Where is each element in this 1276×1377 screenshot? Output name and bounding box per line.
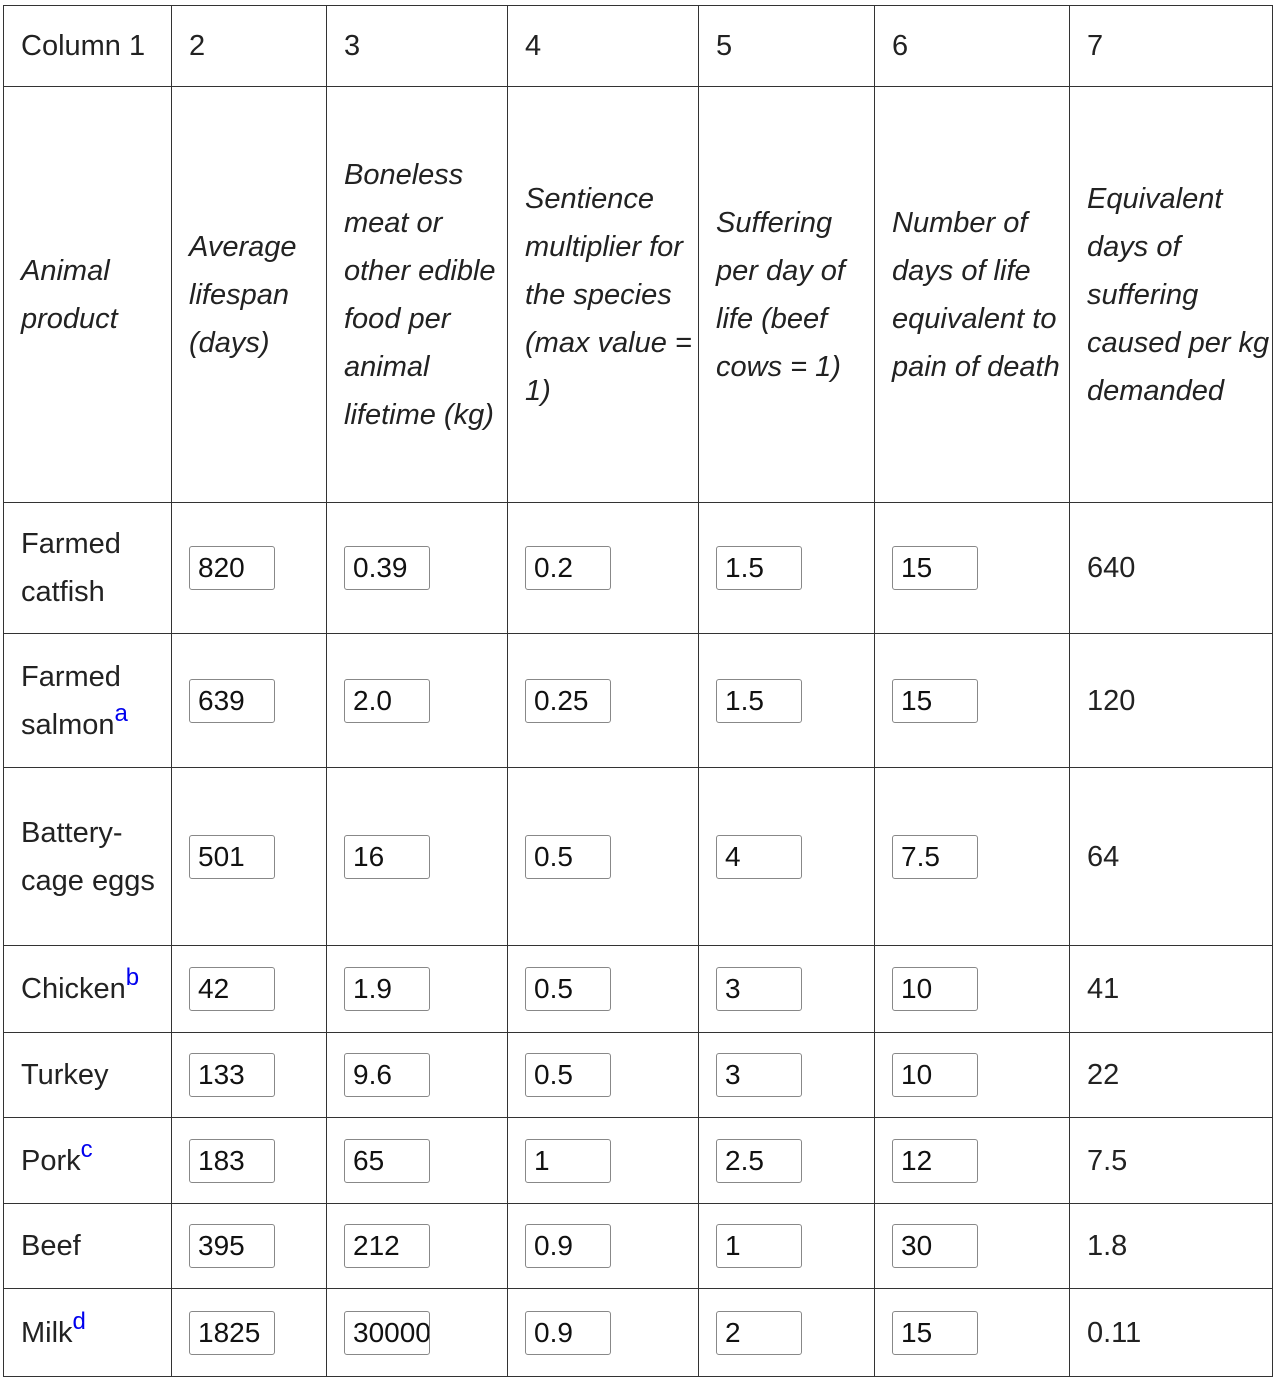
product-name: Farmed salmon <box>21 660 121 741</box>
input-cell <box>699 1118 875 1204</box>
product-name: Turkey <box>21 1059 109 1091</box>
sentience-input[interactable] <box>525 1224 611 1268</box>
input-cell <box>172 946 327 1033</box>
input-cell <box>172 634 327 768</box>
column-number-row <box>4 6 1273 87</box>
input-cell <box>699 1204 875 1289</box>
result-cell: 1.8 <box>1070 1204 1273 1289</box>
input-cell <box>875 1118 1070 1204</box>
product-name: Beef <box>21 1230 81 1262</box>
input-cell <box>875 503 1070 634</box>
sentience-input[interactable] <box>525 679 611 723</box>
input-cell <box>172 1204 327 1289</box>
table-row <box>4 946 1273 1033</box>
suffering-calculator-table <box>3 5 1273 1377</box>
header-suffering-per-day: Suffering per day of life (beef cows = 1) <box>699 87 875 503</box>
product-cell <box>4 1204 172 1289</box>
result-cell: 22 <box>1070 1033 1273 1118</box>
input-cell <box>327 1204 508 1289</box>
product-cell <box>4 1118 172 1204</box>
edible-food-input[interactable] <box>344 1053 430 1097</box>
table-row <box>4 634 1273 768</box>
input-cell <box>699 1033 875 1118</box>
input-cell <box>875 634 1070 768</box>
header-edible-food: Boneless meat or other edible food per animal lifetime (kg) <box>327 87 508 503</box>
table-row <box>4 1033 1273 1118</box>
footnote-ref <box>73 1308 86 1335</box>
footnote-ref <box>115 700 128 727</box>
header-animal-product: Animal product <box>4 87 172 503</box>
column-number: 6 <box>875 6 1070 87</box>
table-body <box>4 503 1273 1377</box>
input-cell <box>875 1033 1070 1118</box>
product-cell <box>4 768 172 946</box>
suffering-input[interactable] <box>716 1053 802 1097</box>
input-cell <box>699 503 875 634</box>
lifespan-input[interactable] <box>189 679 275 723</box>
suffering-input[interactable] <box>716 967 802 1011</box>
input-cell <box>327 503 508 634</box>
input-cell <box>875 768 1070 946</box>
input-cell <box>327 634 508 768</box>
death-days-input[interactable] <box>892 1053 978 1097</box>
suffering-input[interactable] <box>716 546 802 590</box>
input-cell <box>508 1289 699 1377</box>
sentience-input[interactable] <box>525 835 611 879</box>
table-row <box>4 503 1273 634</box>
input-cell <box>327 1289 508 1377</box>
edible-food-input[interactable] <box>344 1224 430 1268</box>
sentience-input[interactable] <box>525 1311 611 1355</box>
input-cell <box>699 946 875 1033</box>
product-cell <box>4 1033 172 1118</box>
lifespan-input[interactable] <box>189 1224 275 1268</box>
input-cell <box>327 946 508 1033</box>
suffering-input[interactable] <box>716 679 802 723</box>
input-cell <box>875 1289 1070 1377</box>
input-cell <box>172 1289 327 1377</box>
sentience-input[interactable] <box>525 1139 611 1183</box>
edible-food-input[interactable] <box>344 967 430 1011</box>
input-cell <box>508 768 699 946</box>
edible-food-input[interactable] <box>344 679 430 723</box>
input-cell <box>327 1118 508 1204</box>
column-number: 4 <box>508 6 699 87</box>
death-days-input[interactable] <box>892 546 978 590</box>
input-cell <box>699 768 875 946</box>
lifespan-input[interactable] <box>189 1053 275 1097</box>
input-cell <box>172 1033 327 1118</box>
edible-food-input[interactable] <box>344 546 430 590</box>
sentience-input[interactable] <box>525 967 611 1011</box>
lifespan-input[interactable] <box>189 967 275 1011</box>
column-number: 5 <box>699 6 875 87</box>
result-cell: 41 <box>1070 946 1273 1033</box>
product-name: Chicken <box>21 973 126 1005</box>
suffering-input[interactable] <box>716 1224 802 1268</box>
edible-food-input[interactable] <box>344 1311 430 1355</box>
death-days-input[interactable] <box>892 679 978 723</box>
column-number: 7 <box>1070 6 1273 87</box>
product-name: Battery-cage eggs <box>21 816 155 897</box>
result-cell: 64 <box>1070 768 1273 946</box>
input-cell <box>508 1033 699 1118</box>
suffering-input[interactable] <box>716 1139 802 1183</box>
sentience-input[interactable] <box>525 546 611 590</box>
death-days-input[interactable] <box>892 967 978 1011</box>
product-name: Pork <box>21 1144 81 1177</box>
table-row <box>4 1289 1273 1377</box>
product-cell <box>4 634 172 768</box>
footnote-ref <box>81 1136 93 1163</box>
input-cell <box>699 1289 875 1377</box>
result-cell: 120 <box>1070 634 1273 768</box>
input-cell <box>508 503 699 634</box>
sentience-input[interactable] <box>525 1053 611 1097</box>
input-cell <box>508 634 699 768</box>
product-name: Farmed catfish <box>21 528 121 608</box>
footnote-link[interactable]: d <box>72 1307 86 1335</box>
header-row <box>4 87 1273 503</box>
death-days-input[interactable] <box>892 1311 978 1355</box>
table-row <box>4 768 1273 946</box>
product-cell <box>4 946 172 1033</box>
header-equivalent-suffering: Equivalent days of suffering caused per kg demanded <box>1070 87 1273 503</box>
column-number: 2 <box>172 6 327 87</box>
input-cell <box>508 946 699 1033</box>
result-cell: 640 <box>1070 503 1273 634</box>
table-row <box>4 1118 1273 1204</box>
lifespan-input[interactable] <box>189 546 275 590</box>
lifespan-input[interactable] <box>189 1139 275 1183</box>
edible-food-input[interactable] <box>344 835 430 879</box>
column-number: 3 <box>327 6 508 87</box>
header-sentience-multiplier: Sentience multiplier for the species (max value = 1) <box>508 87 699 503</box>
input-cell <box>699 634 875 768</box>
input-cell <box>172 768 327 946</box>
product-cell <box>4 1289 172 1377</box>
footnote-link[interactable]: b <box>125 964 140 992</box>
death-days-input[interactable] <box>892 1224 978 1268</box>
header-average-lifespan: Average lifespan (days) <box>172 87 327 503</box>
death-days-input[interactable] <box>892 835 978 879</box>
suffering-input[interactable] <box>716 835 802 879</box>
footnote-ref <box>126 964 139 991</box>
edible-food-input[interactable] <box>344 1139 430 1183</box>
input-cell <box>508 1204 699 1289</box>
product-cell <box>4 503 172 634</box>
input-cell <box>508 1118 699 1204</box>
column-number: Column 1 <box>4 6 172 87</box>
result-cell: 7.5 <box>1070 1118 1273 1204</box>
input-cell <box>172 503 327 634</box>
lifespan-input[interactable] <box>189 1311 275 1355</box>
input-cell <box>875 946 1070 1033</box>
death-days-input[interactable] <box>892 1139 978 1183</box>
lifespan-input[interactable] <box>189 835 275 879</box>
input-cell <box>172 1118 327 1204</box>
input-cell <box>327 768 508 946</box>
suffering-input[interactable] <box>716 1311 802 1355</box>
input-cell <box>875 1204 1070 1289</box>
result-cell: 0.11 <box>1070 1289 1273 1377</box>
footnote-link[interactable]: a <box>114 699 128 727</box>
header-pain-of-death: Number of days of life equivalent to pain of death <box>875 87 1070 503</box>
footnote-link[interactable]: c <box>80 1135 93 1163</box>
table-row <box>4 1204 1273 1289</box>
product-name: Milk <box>21 1316 73 1349</box>
input-cell <box>327 1033 508 1118</box>
